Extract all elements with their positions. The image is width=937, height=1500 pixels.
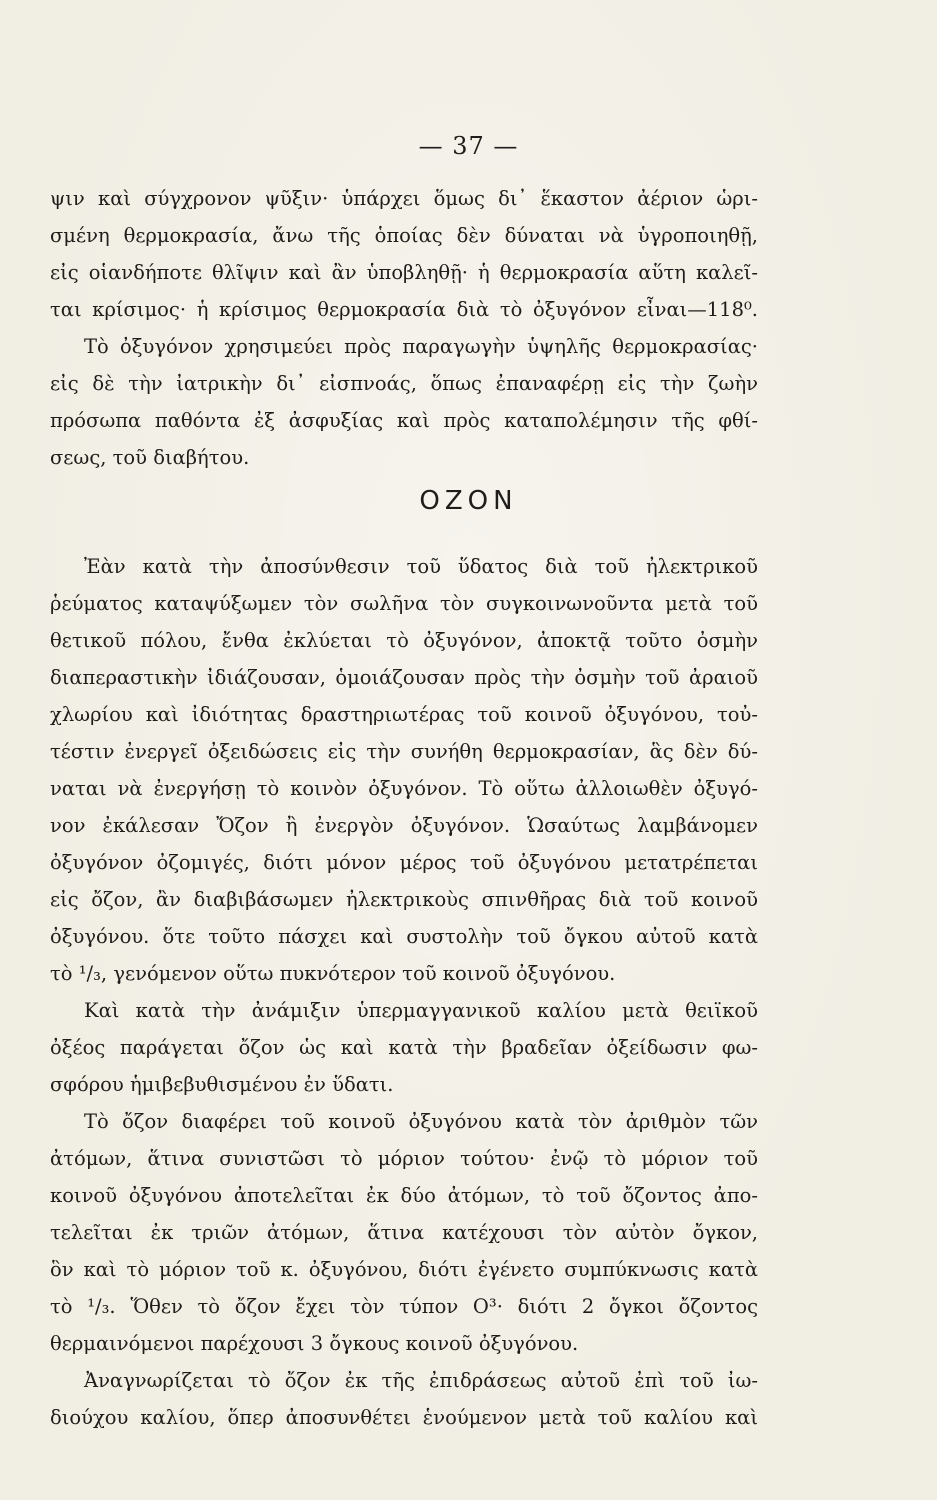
text-line: σφόρου ἡμιβεβυθισμένου ἐν ὕδατι. <box>50 1073 394 1096</box>
text-line: χλωρίου καὶ ἰδιότητας δραστηριωτέρας τοῦ κοινοῦ ὀξυγόνου, τοὐ- <box>50 703 758 726</box>
text-line: σεως, τοῦ διαβήτου. <box>50 446 250 469</box>
text-line: διαπεραστικὴν ἰδιάζουσαν, ὁμοιάζουσαν πρὸς τὴν ὀσμὴν τοῦ ἀραιοῦ <box>50 666 758 689</box>
text-line: νον ἐκάλεσαν Ὄζον ἢ ἐνεργὸν ὀξυγόνον. Ὡσαύτως λαμβάνομεν <box>50 814 758 837</box>
text-line: Ἀναγνωρίζεται τὸ ὄζον ἐκ τῆς ἐπιδράσεως αὐτοῦ ἐπὶ τοῦ ἰω- <box>84 1369 758 1392</box>
text-line: ναται νὰ ἐνεργήσῃ τὸ κοινὸν ὀξυγόνον. Τὸ οὕτω ἀλλοιωθὲν ὀξυγό- <box>50 777 758 800</box>
text-line: τελεῖται ἐκ τριῶν ἀτόμων, ἅτινα κατέχουσι τὸν αὐτὸν ὄγκον, <box>50 1221 758 1244</box>
text-line: ὀξέος παράγεται ὄζον ὡς καὶ κατὰ τὴν βραδεῖαν ὀξείδωσιν φω- <box>50 1036 758 1059</box>
text-line: ται κρίσιμος· ἡ κρίσιμος θερμοκρασία διὰ τὸ ὀξυγόνον εἶναι—118⁰. <box>50 298 758 321</box>
text-line: κοινοῦ ὀξυγόνου ἀποτελεῖται ἐκ δύο ἀτόμων, τὸ τοῦ ὄζοντος ἀπο- <box>50 1184 758 1207</box>
text-line: θερμαινόμενοι παρέχουσι 3 ὄγκους κοινοῦ ὀξυγόνου. <box>50 1332 579 1355</box>
text-line: τὸ ¹/₃, γενόμενον οὕτω πυκνότερον τοῦ κοινοῦ ὀξυγόνου. <box>50 962 616 985</box>
text-line: τέστιν ἐνεργεῖ ὀξειδώσεις εἰς τὴν συνήθη θερμοκρασίαν, ἃς δὲν δύ- <box>50 740 758 763</box>
text-line: Τὸ ὀξυγόνον χρησιμεύει πρὸς παραγωγὴν ὑψηλῆς θερμοκρασίας· <box>84 335 758 358</box>
text-line: ὀξυγόνον ὀζομιγές, διότι μόνον μέρος τοῦ ὀξυγόνου μετατρέπεται <box>50 851 758 874</box>
text-line: ψιν καὶ σύγχρονον ψῦξιν· ὑπάρχει ὅμως δι᾽ ἕκαστον ἀέριον ὡρι- <box>50 187 758 210</box>
text-line: ῥεύματος καταψύξωμεν τὸν σωλῆνα τὸν συγκοινωνοῦντα μετὰ τοῦ <box>50 592 758 615</box>
text-line: διούχου καλίου, ὅπερ ἀποσυνθέτει ἑνούμενον μετὰ τοῦ καλίου καὶ <box>50 1406 758 1429</box>
text-line: σμένη θερμοκρασία, ἄνω τῆς ὁποίας δὲν δύναται νὰ ὑγροποιηθῇ, <box>50 224 758 247</box>
text-line: θετικοῦ πόλου, ἔνθα ἐκλύεται τὸ ὀξυγόνον, ἀποκτᾷ τοῦτο ὀσμὴν <box>50 629 758 652</box>
text-line: ἀτόμων, ἅτινα συνιστῶσι τὸ μόριον τούτου· ἐνῷ τὸ μόριον τοῦ <box>50 1147 758 1170</box>
text-line: πρόσωπα παθόντα ἐξ ἀσφυξίας καὶ πρὸς καταπολέμησιν τῆς φθί- <box>50 409 758 432</box>
page-number: — 37 — <box>418 132 519 160</box>
text-line: ὀξυγόνου. ὅτε τοῦτο πάσχει καὶ συστολὴν τοῦ ὄγκου αὐτοῦ κατὰ <box>50 925 758 948</box>
text-line: Καὶ κατὰ τὴν ἀνάμιξιν ὑπερμαγγανικοῦ καλίου μετὰ θειϊκοῦ <box>84 999 758 1022</box>
text-line: Ἐὰν κατὰ τὴν ἀποσύνθεσιν τοῦ ὕδατος διὰ τοῦ ἠλεκτρικοῦ <box>84 555 758 578</box>
text-line: ὃν καὶ τὸ μόριον τοῦ κ. ὀξυγόνου, διότι ἐγένετο συμπύκνωσις κατὰ <box>50 1258 758 1281</box>
section-heading: OZON <box>419 486 518 516</box>
text-line: εἰς δὲ τὴν ἰατρικὴν δι᾽ εἰσπνοάς, ὅπως ἐπαναφέρῃ εἰς τὴν ζωὴν <box>50 372 758 395</box>
text-block-ozon <box>50 548 758 1436</box>
text-line: εἰς οἱανδήποτε θλῖψιν καὶ ἂν ὑποβληθῇ· ἡ θερμοκρασία αὕτη καλεῖ- <box>50 261 758 284</box>
text-line: Τὸ ὄζον διαφέρει τοῦ κοινοῦ ὀξυγόνου κατὰ τὸν ἀριθμὸν τῶν <box>84 1110 758 1133</box>
text-line: εἰς ὄζον, ἂν διαβιβάσωμεν ἠλεκτρικοὺς σπινθῆρας διὰ τοῦ κοινοῦ <box>50 888 758 911</box>
text-block-top <box>50 180 758 476</box>
text-line: τὸ ¹/₃. Ὅθεν τὸ ὄζον ἔχει τὸν τύπον O³· διότι 2 ὄγκοι ὄζοντος <box>50 1295 758 1318</box>
